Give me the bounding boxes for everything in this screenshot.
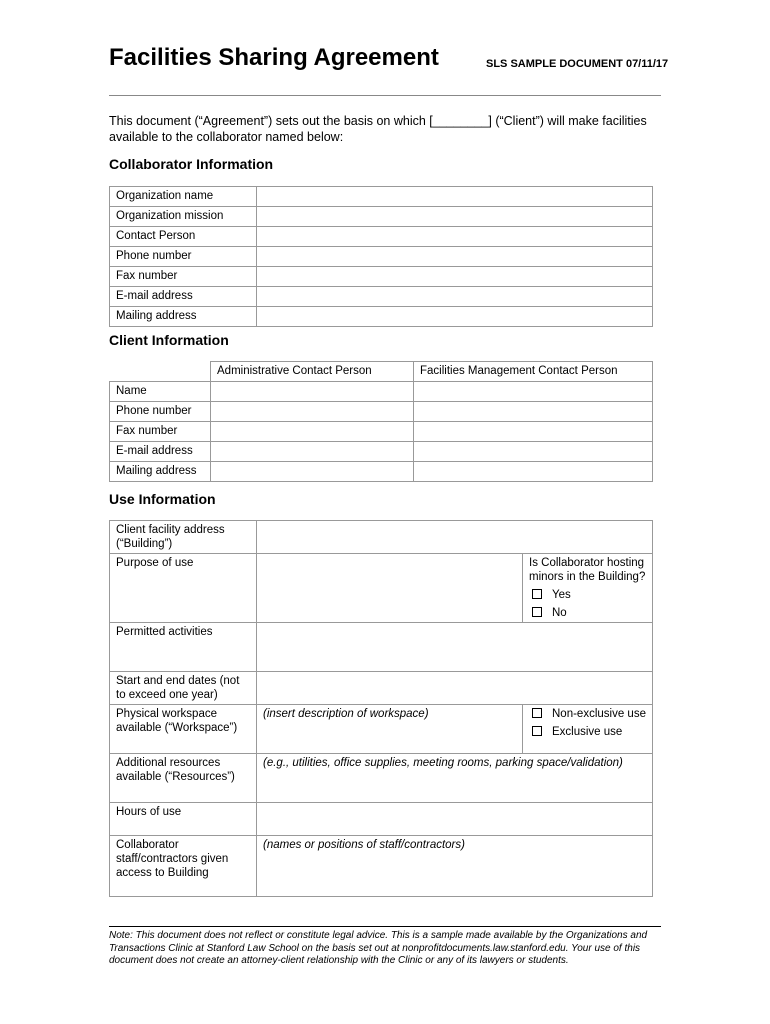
minors-question: Is Collaborator hosting minors in the Building? xyxy=(529,557,646,583)
table-row xyxy=(110,287,653,307)
row-label: Mailing address xyxy=(110,307,257,327)
input-cell[interactable] xyxy=(211,402,414,422)
input-cell[interactable] xyxy=(257,803,653,836)
checkbox-icon[interactable] xyxy=(532,708,542,718)
row-label-dates: Start and end dates (not to exceed one year) xyxy=(110,672,257,705)
table-row xyxy=(110,623,653,672)
client-table xyxy=(109,361,653,482)
input-cell[interactable] xyxy=(257,521,653,554)
footer-divider xyxy=(109,926,661,927)
staff-hint[interactable]: (names or positions of staff/contractors) xyxy=(257,836,653,897)
table-row xyxy=(110,754,653,803)
table-row xyxy=(110,227,653,247)
collaborator-table xyxy=(109,186,653,327)
input-cell[interactable] xyxy=(257,554,523,623)
row-label-resources: Additional resources available (“Resources”) xyxy=(110,754,257,803)
row-label: Organization name xyxy=(110,187,257,207)
row-label-purpose: Purpose of use xyxy=(110,554,257,623)
row-label: Organization mission xyxy=(110,207,257,227)
row-label: Contact Person xyxy=(110,227,257,247)
input-cell[interactable] xyxy=(211,422,414,442)
table-row xyxy=(110,267,653,287)
row-label-staff: Collaborator staff/contractors given access to Building xyxy=(110,836,257,897)
exclusivity-cell xyxy=(523,705,653,754)
table-row xyxy=(110,382,653,402)
option-label: Exclusive use xyxy=(552,726,623,738)
row-label: E-mail address xyxy=(110,287,257,307)
row-label: E-mail address xyxy=(110,442,211,462)
checkbox-icon[interactable] xyxy=(532,589,542,599)
row-label: Phone number xyxy=(110,402,211,422)
option-label: Non-exclusive use xyxy=(552,708,646,720)
input-cell[interactable] xyxy=(257,227,653,247)
column-header-admin: Administrative Contact Person xyxy=(211,362,414,382)
table-header-row xyxy=(110,362,653,382)
checkbox-icon[interactable] xyxy=(532,607,542,617)
document-title: Facilities Sharing Agreement xyxy=(109,44,439,71)
table-row xyxy=(110,207,653,227)
checkbox-icon[interactable] xyxy=(532,726,542,736)
row-label-permitted: Permitted activities xyxy=(110,623,257,672)
workspace-hint[interactable]: (insert description of workspace) xyxy=(257,705,523,754)
table-row xyxy=(110,672,653,705)
intro-paragraph: This document (“Agreement”) sets out the basis on which [________] (“Client”) will make facilities available to the collaborator named below: xyxy=(109,114,647,144)
table-row xyxy=(110,442,653,462)
table-row xyxy=(110,554,653,623)
option-nonexclusive[interactable] xyxy=(532,707,646,721)
input-cell[interactable] xyxy=(414,442,653,462)
document-id: SLS SAMPLE DOCUMENT 07/11/17 xyxy=(486,58,669,70)
row-label: Phone number xyxy=(110,247,257,267)
input-cell[interactable] xyxy=(414,422,653,442)
corner-cell xyxy=(110,362,211,382)
use-table xyxy=(109,520,653,897)
input-cell[interactable] xyxy=(257,287,653,307)
option-yes[interactable] xyxy=(532,588,646,602)
input-cell[interactable] xyxy=(257,672,653,705)
client-heading: Client Information xyxy=(109,332,229,348)
minors-cell xyxy=(523,554,653,623)
row-label-hours: Hours of use xyxy=(110,803,257,836)
input-cell[interactable] xyxy=(211,462,414,482)
header-divider xyxy=(109,95,661,96)
input-cell[interactable] xyxy=(257,623,653,672)
input-cell[interactable] xyxy=(414,462,653,482)
footer-note: Note: This document does not reflect or constitute legal advice. This is a sample made available by the Organizations and Transactions Clinic at Stanford Law School on the basis set out at nonprofitdocuments.law.stanford.edu. Your use of this document does not create an attorney-client relationship with the Clinic or any of its lawyers or students. xyxy=(109,930,648,966)
table-row xyxy=(110,462,653,482)
resources-hint[interactable]: (e.g., utilities, office supplies, meeting rooms, parking space/validation) xyxy=(257,754,653,803)
input-cell[interactable] xyxy=(414,402,653,422)
option-no[interactable] xyxy=(532,606,646,620)
input-cell[interactable] xyxy=(257,267,653,287)
option-label: No xyxy=(552,607,567,619)
collaborator-heading: Collaborator Information xyxy=(109,156,274,172)
table-row xyxy=(110,521,653,554)
table-row xyxy=(110,402,653,422)
option-label: Yes xyxy=(552,589,571,601)
table-row xyxy=(110,836,653,897)
table-row xyxy=(110,803,653,836)
table-row xyxy=(110,422,653,442)
table-row xyxy=(110,705,653,754)
input-cell[interactable] xyxy=(257,247,653,267)
row-label-workspace: Physical workspace available (“Workspace”) xyxy=(110,705,257,754)
input-cell[interactable] xyxy=(211,382,414,402)
table-row xyxy=(110,187,653,207)
input-cell[interactable] xyxy=(257,307,653,327)
input-cell[interactable] xyxy=(211,442,414,462)
row-label: Name xyxy=(110,382,211,402)
row-label-building: Client facility address (“Building”) xyxy=(110,521,257,554)
table-row xyxy=(110,247,653,267)
row-label: Mailing address xyxy=(110,462,211,482)
row-label: Fax number xyxy=(110,267,257,287)
input-cell[interactable] xyxy=(414,382,653,402)
row-label: Fax number xyxy=(110,422,211,442)
table-row xyxy=(110,307,653,327)
input-cell[interactable] xyxy=(257,207,653,227)
use-heading: Use Information xyxy=(109,491,216,507)
input-cell[interactable] xyxy=(257,187,653,207)
column-header-facilities: Facilities Management Contact Person xyxy=(414,362,653,382)
option-exclusive[interactable] xyxy=(532,725,646,739)
